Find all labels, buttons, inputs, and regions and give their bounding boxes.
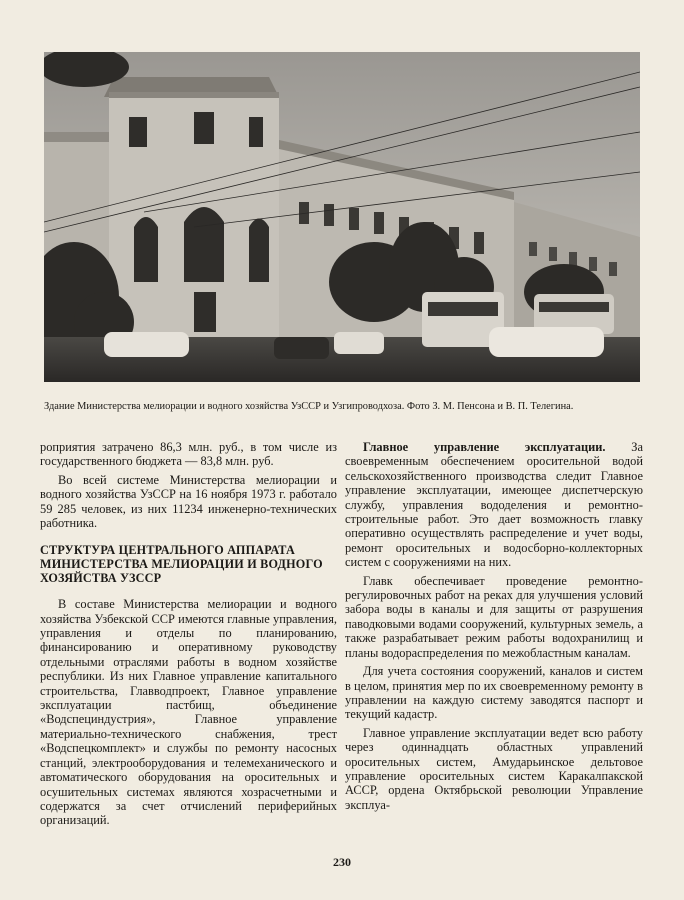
right-paragraph-3: Для учета состояния сооружений, каналов и систем в целом, принятия мер по их своевременному ремонту в управлении на каждую систему заводятся паспорт и текущий кадастр. bbox=[345, 664, 643, 722]
right-column bbox=[345, 440, 643, 812]
left-paragraph-1: роприятия затрачено 86,3 млн. руб., в том числе из государственного бюджета — 83,8 млн. руб. bbox=[40, 440, 337, 469]
runin-heading: Главное управление эксплуатации. bbox=[363, 440, 606, 454]
page-number: 230 bbox=[333, 855, 351, 869]
left-column bbox=[40, 440, 337, 828]
left-paragraph-3: В составе Министерства мелиорации и водного хозяйства Узбекской ССР имеются главные управления, управления и отделы по планированию, финансированию и оперативному руководству отдельными отраслями работы в водном хозяйстве республики. Из них Главное управление капитального строительства, Главводпроект, Главное управление эксплуатации пастбищ, объединение «Водспециндустрия», Главное управление материально-технического снабжения, трест «Водспецкомплект» и службы по ремонту насосных станций, электрооборудования и телемеханического и автоматического оборудования на оросительных и осушительных системах являются хозрасчетными и содержатся за счет отчислений периферийных организаций. bbox=[40, 597, 337, 828]
right-paragraph-4: Главное управление эксплуатации ведет всю работу через одиннадцать областных управлений оросительных систем, Амударьинское дельтовое управление оросительных систем Каракалпакской АССР, ордена Октябрьской революции Управление эксплуа- bbox=[345, 725, 643, 812]
right-paragraph-1 bbox=[345, 440, 643, 570]
section-heading: СТРУКТУРА ЦЕНТРАЛЬНОГО АППАРАТА МИНИСТЕРСТВА МЕЛИОРАЦИИ И ВОДНОГО ХОЗЯЙСТВА УЗССР bbox=[40, 543, 323, 585]
left-paragraph-2: Во всей системе Министерства мелиорации и водного хозяйства УзССР на 16 ноября 1973 г. работало 59 285 человек, из них 11234 инженерно-технических работника. bbox=[40, 472, 337, 531]
right-paragraph-1-text: За своевременным обеспечением оросительной водой сельскохозяйственного производства следит Главное управление эксплуатации, имеющее диспетчерскую службу, управления вододеления и ремонтно-строительные работ. Это дает возможность главку оперативно осуществлять распределение и учет воды, ремонт оросительных и водосборно-коллекторных систем с сооружениями на них. bbox=[345, 440, 643, 570]
photo-caption: Здание Министерства мелиорации и водного хозяйства УзССР и Узгипроводхоза. Фото З. М. Пенсона и В. П. Телегина. bbox=[44, 401, 574, 412]
right-paragraph-2: Главк обеспечивает проведение ремонтно-регулировочных работ на реках для улучшения условий забора воды в каналы и для защиты от разрушения паводковыми водами сооружений, культурных земель, а также разрабатывает режим работы водохранилищ и планы водораспределения по межобластным каналам. bbox=[345, 573, 643, 660]
ministry-building-photo bbox=[44, 52, 640, 382]
